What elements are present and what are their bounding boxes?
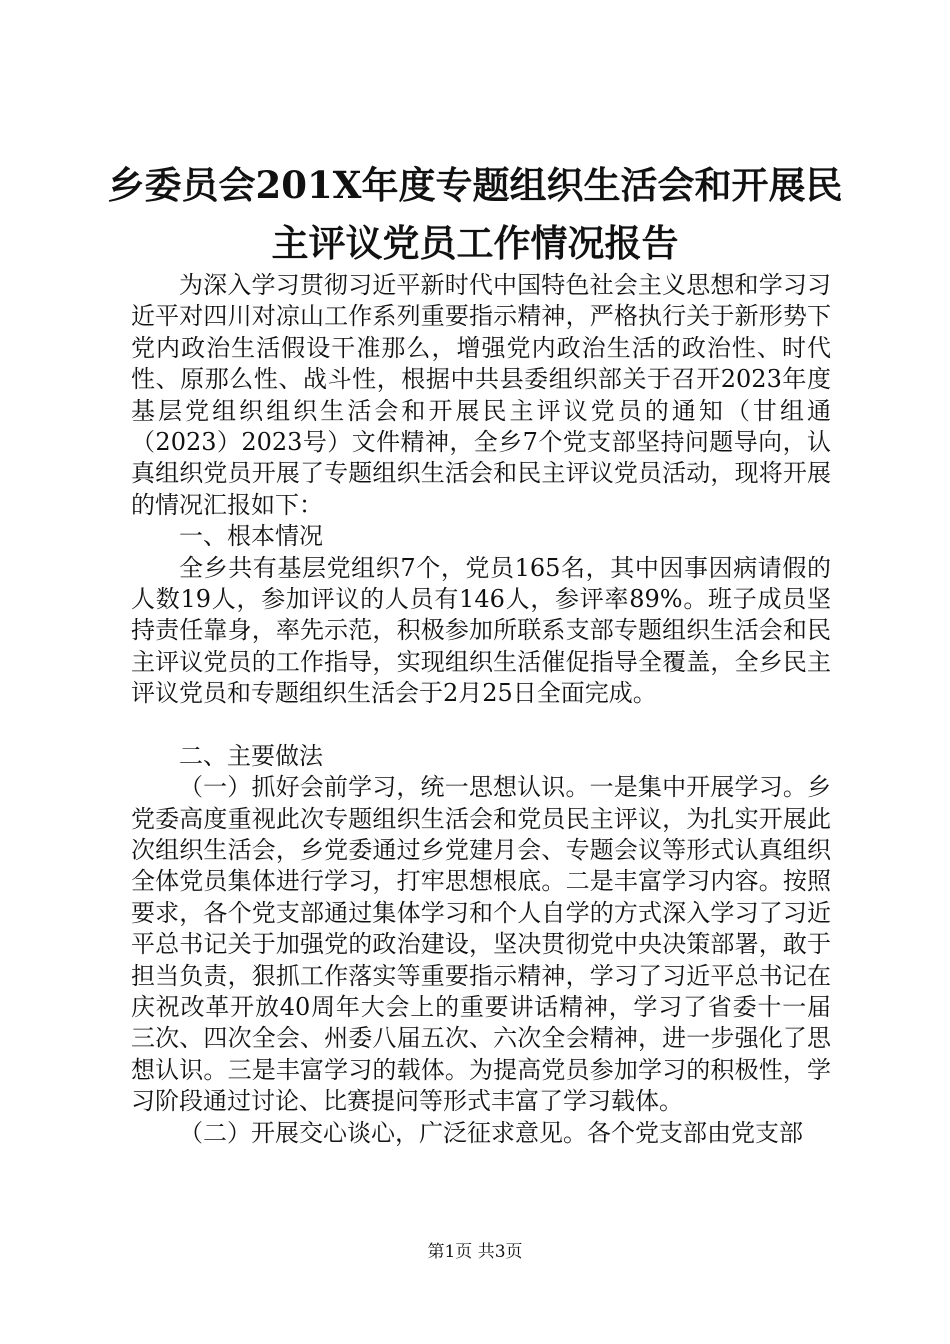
- intro-paragraph: 为深入学习贯彻习近平新时代中国特色社会主义思想和学习习近平对四川对凉山工作系列重要指示精神，严格执行关于新形势下党内政治生活假设干准那么，增强党内政治生活的政治性、时代性、原那么性、战斗性，根据中共县委组织部关于召开2023年度基层党组织组织生活会和开展民主评议党员的通知（甘组通（2023）2023号）文件精神，全乡7个党支部坚持问题导向，认真组织党员开展了专题组织生活会和民主评议党员活动，现将开展的情况汇报如下：: [131, 271, 831, 519]
- basic-situation-paragraph: 全乡共有基层党组织7个，党员165名，其中因事因病请假的人数19人，参加评议的人员有146人，参评率89%。班子成员坚持责任靠身，率先示范，积极参加所联系支部专题组织生活会和民主评议党员的工作指导，实现组织生活催促指导全覆盖，全乡民主评议党员和专题组织生活会于2月25日全面完成。: [131, 553, 831, 708]
- document-body: [131, 270, 831, 1149]
- practice-paragraph-2: （二）开展交心谈心，广泛征求意见。各个党支部由党支部: [179, 1118, 803, 1147]
- document-title-line-1: 乡委员会201X年度专题组织生活会和开展民: [107, 163, 843, 207]
- document-title-line-2: 主评议党员工作情况报告: [271, 221, 679, 265]
- practice-paragraph-1: （一）抓好会前学习，统一思想认识。一是集中开展学习。乡党委高度重视此次专题组织生活会和党员民主评议，为扎实开展此次组织生活会，乡党委通过乡党建月会、专题会议等形式认真组织全体党员集体进行学习，打牢思想根底。二是丰富学习内容。按照要求，各个党支部通过集体学习和个人自学的方式深入学习了习近平总书记关于加强党的政治建设，坚决贯彻党中央决策部署，敢于担当负责，狠抓工作落实等重要指示精神，学习了习近平总书记在庆祝改革开放40周年大会上的重要讲话精神，学习了省委十一届三次、四次全会、州委八届五次、六次全会精神，进一步强化了思想认识。三是丰富学习的载体。为提高党员参加学习的积极性，学习阶段通过讨论、比赛提问等形式丰富了学习载体。: [131, 773, 831, 1116]
- section-heading-basic-situation: 一、根本情况: [179, 522, 323, 551]
- page-footer: 第1页 共3页: [427, 1242, 523, 1262]
- section-heading-main-practices: 二、主要做法: [179, 741, 323, 770]
- paragraph-gap: [131, 710, 831, 741]
